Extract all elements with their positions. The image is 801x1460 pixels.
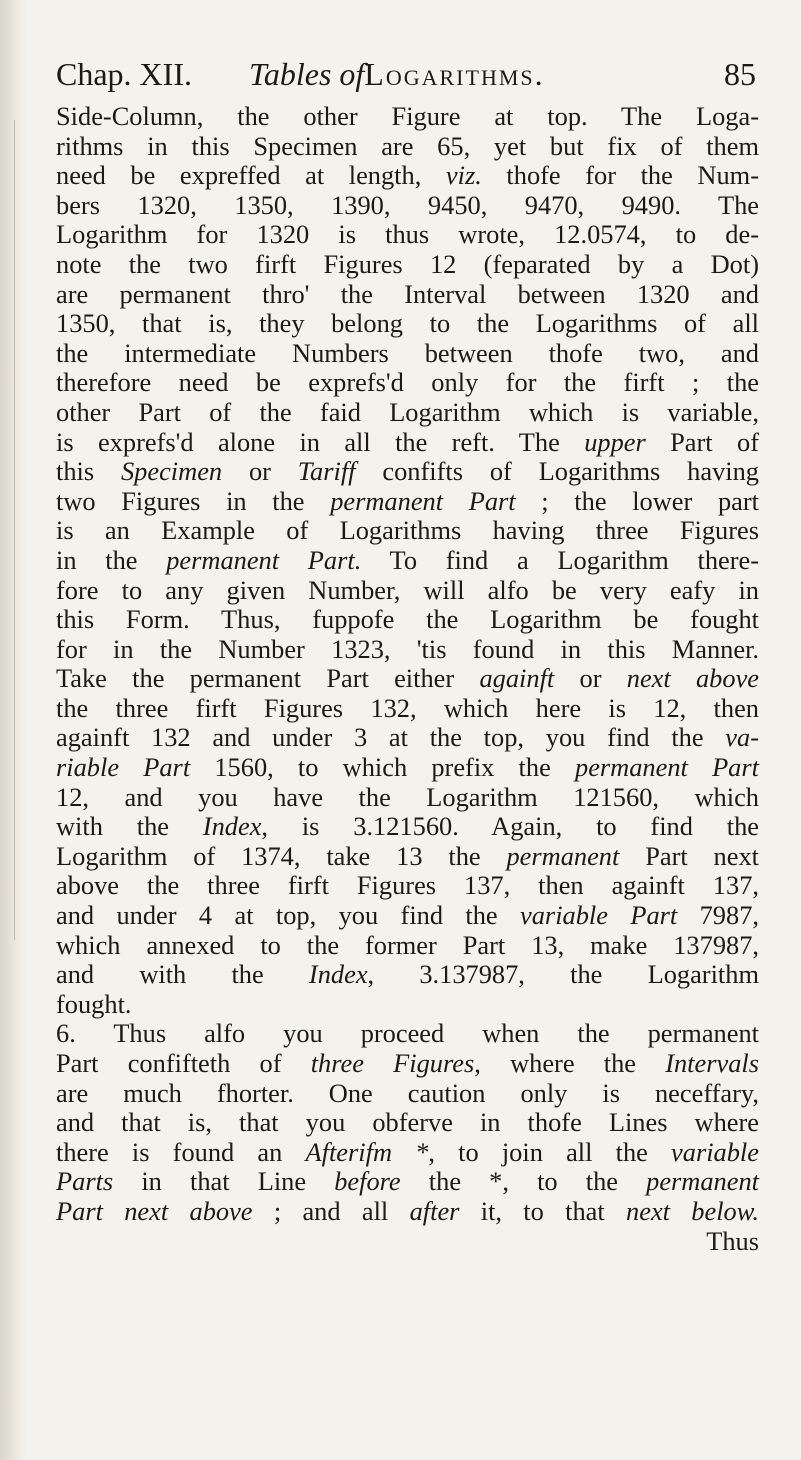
text-line	[56, 960, 759, 990]
text-line	[56, 605, 759, 635]
text-run: and under 4 at top, you find the	[56, 900, 521, 931]
text-run: and that is, that you obferve in thofe Lines where	[56, 1107, 759, 1138]
text-run: in that Line	[113, 1166, 335, 1197]
text-line	[56, 783, 759, 813]
text-run: To find a Logarithm there-	[361, 544, 760, 575]
text-run: two Figures in the	[56, 485, 331, 516]
text-run: is exprefs'd alone in all the reft. The	[56, 426, 585, 457]
text-line	[56, 635, 759, 665]
italic-phrase: Intervals	[665, 1048, 760, 1078]
text-line	[56, 398, 759, 428]
text-run: it, to that	[459, 1195, 627, 1226]
text-line	[56, 1019, 759, 1049]
text-run: Part next	[619, 840, 759, 871]
text-run: the intermediate Numbers between thofe two, and	[56, 337, 759, 368]
text-line	[56, 457, 759, 487]
text-line	[56, 546, 759, 576]
running-title-of: of	[339, 56, 365, 92]
text-line	[56, 191, 759, 221]
text-run: above the three firft Figures 137, then againft 137,	[56, 870, 759, 901]
text-line	[56, 723, 759, 753]
text-run: confifts of Logarithms having	[355, 456, 759, 487]
italic-phrase: Tariff	[297, 456, 356, 487]
text-run: note the two firft Figures 12 (feparated by a Dot)	[56, 248, 759, 279]
italic-phrase: permanent	[646, 1166, 759, 1197]
italic-phrase: Index	[308, 959, 368, 990]
italic-phrase: three Figures	[310, 1048, 475, 1078]
text-run: 6. Thus alfo you proceed when the permanent	[56, 1018, 759, 1049]
text-run: the three firft Figures 132, which here is 12, then	[56, 692, 759, 723]
text-line	[56, 132, 759, 162]
text-run: or	[554, 663, 627, 694]
text-line	[56, 161, 759, 191]
text-line	[56, 664, 759, 694]
text-run: there is found an	[56, 1136, 306, 1167]
text-line	[56, 1108, 759, 1138]
running-title	[249, 52, 545, 96]
text-line	[56, 901, 759, 931]
text-run: this Form. Thus, fuppofe the Logarithm be fought	[56, 604, 759, 635]
italic-phrase: variable	[671, 1136, 759, 1167]
italic-phrase: Specimen	[120, 456, 223, 487]
text-line	[56, 1167, 759, 1197]
text-run: and with the	[56, 959, 309, 990]
text-line	[56, 753, 759, 783]
text-line	[56, 280, 759, 310]
text-line	[56, 339, 759, 369]
text-run: are much fhorter. One caution only is neceffary,	[56, 1077, 759, 1108]
text-run: bers 1320, 1350, 1390, 9450, 9470, 9490. The	[56, 189, 759, 220]
text-line	[56, 1138, 759, 1168]
text-run: Part of	[645, 426, 759, 457]
text-run: Part confifteth of	[56, 1048, 311, 1078]
italic-phrase: Parts	[56, 1166, 114, 1197]
italic-phrase: viz.	[445, 160, 482, 191]
text-line	[56, 516, 759, 546]
text-run: which annexed to the former Part 13, make 137987,	[56, 929, 759, 960]
text-line	[56, 368, 759, 398]
text-run: 1560, to which prefix the	[190, 752, 575, 783]
text-run: 7987,	[677, 900, 759, 931]
text-run: thofe for the Num-	[481, 160, 759, 191]
text-line	[56, 1227, 759, 1257]
text-run: Side-Column, the other Figure at top. The Loga-	[56, 101, 759, 131]
italic-phrase: permanent Part	[575, 752, 759, 783]
page-gutter	[0, 0, 26, 1460]
text-run: other Part of the faid Logarithm which is variable,	[56, 396, 759, 427]
italic-phrase: va-	[725, 722, 759, 753]
text-run: 12, and you have the Logarithm 121560, which	[56, 781, 759, 812]
text-run: the *, to the	[400, 1166, 647, 1197]
running-header	[56, 52, 756, 96]
text-run: in the	[56, 544, 167, 575]
text-run: need be expreffed at length,	[56, 160, 446, 191]
text-run: are permanent thro' the Interval between 1320 and	[56, 278, 759, 309]
italic-phrase: after	[409, 1195, 460, 1226]
italic-phrase: againft	[479, 663, 555, 694]
text-run: this	[56, 456, 121, 487]
text-run: , 3.137987, the Logarithm	[367, 959, 759, 990]
text-run: with the	[56, 811, 203, 842]
running-title-logarithms: Logarithms.	[364, 56, 545, 92]
text-line	[56, 871, 759, 901]
text-line	[56, 309, 759, 339]
gutter-shadow-line	[14, 120, 15, 940]
text-line	[56, 990, 759, 1020]
text-run: , to join all the	[428, 1136, 672, 1167]
text-run: , is 3.121560. Again, to find the	[261, 811, 759, 842]
text-line	[56, 842, 759, 872]
italic-phrase: Afterifm *	[305, 1136, 429, 1167]
text-run: , where the	[474, 1048, 666, 1078]
text-run: againft 132 and under 3 at the top, you find the	[56, 722, 726, 753]
text-run: fought.	[56, 988, 132, 1019]
text-run: Logarithm of 1374, take 13 the	[56, 840, 507, 871]
body-text	[56, 102, 759, 1256]
text-run: is an Example of Logarithms having three Figures	[56, 515, 759, 546]
italic-phrase: permanent	[506, 840, 620, 871]
text-line	[56, 1049, 759, 1079]
text-line	[56, 931, 759, 961]
italic-phrase: variable Part	[520, 900, 678, 931]
text-line	[56, 812, 759, 842]
text-run: therefore need be exprefs'd only for the firft ; the	[56, 367, 759, 398]
italic-phrase: permanent Part	[330, 485, 516, 516]
text-line	[56, 487, 759, 517]
text-run: 1350, that is, they belong to the Logarithms of all	[56, 308, 759, 339]
italic-phrase: permanent Part.	[166, 544, 362, 575]
text-line	[56, 1197, 759, 1227]
text-run: Take the permanent Part either	[56, 663, 480, 694]
chapter-label: Chap. XII.	[56, 56, 192, 92]
text-run: fore to any given Number, will alfo be very eafy in	[56, 574, 759, 605]
italic-phrase: next above	[626, 663, 760, 694]
text-run: ; the lower part	[515, 485, 759, 516]
text-line	[56, 102, 759, 132]
text-line	[56, 694, 759, 724]
page-number: 85	[724, 56, 756, 92]
running-title-tables: Tables	[249, 56, 332, 92]
text-line	[56, 576, 759, 606]
text-line	[56, 1079, 759, 1109]
italic-phrase: upper	[584, 426, 646, 457]
italic-phrase: Part next above	[56, 1195, 253, 1226]
italic-phrase: before	[334, 1166, 401, 1197]
text-run: or	[222, 456, 298, 487]
text-run: Thus	[706, 1225, 759, 1256]
text-run: Logarithm for 1320 is thus wrote, 12.0574, to de-	[56, 219, 759, 250]
text-line	[56, 220, 759, 250]
italic-phrase: Index	[202, 811, 262, 842]
italic-phrase: riable Part	[56, 752, 191, 783]
italic-phrase: next below.	[626, 1195, 759, 1226]
text-run: ; and all	[252, 1195, 410, 1226]
text-run: rithms in this Specimen are 65, yet but fix of them	[56, 130, 759, 161]
text-line	[56, 250, 759, 280]
text-run: for in the Number 1323, 'tis found in this Manner.	[56, 633, 759, 664]
text-line	[56, 428, 759, 458]
